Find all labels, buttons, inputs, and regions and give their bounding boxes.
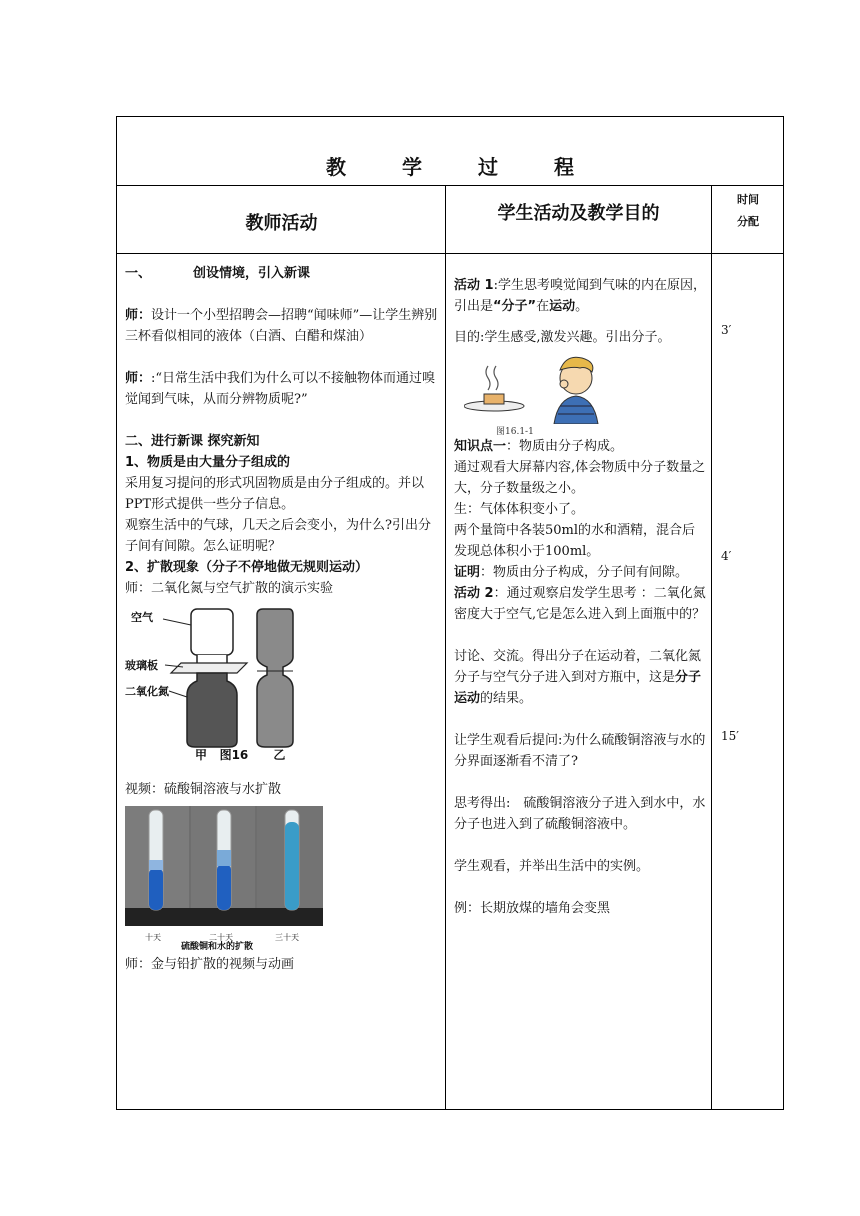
time-allocation: 15′ bbox=[721, 729, 739, 743]
diffusion-bottles-figure bbox=[125, 605, 295, 765]
time-allocation: 3′ bbox=[721, 323, 732, 337]
paragraph-text: 在 bbox=[536, 299, 550, 314]
student-paragraph: 目的:学生感受,激发兴趣。引出分子。 bbox=[454, 330, 671, 345]
section-number: 一、 bbox=[125, 266, 152, 281]
copper-sulfate-diffusion-figure bbox=[125, 806, 323, 952]
section-heading-2: 二、进行新课 探究新知 bbox=[125, 434, 260, 449]
label-30-days: 三十天 bbox=[275, 933, 299, 942]
smell-illustration-figure bbox=[464, 354, 614, 436]
caption-fig: 图16 bbox=[219, 748, 249, 762]
speaker-label: 师： bbox=[125, 308, 152, 323]
activity-label: 活动 2 bbox=[454, 586, 494, 601]
subsection-heading: 2、扩散现象（分子不停地做无规则运动） bbox=[125, 560, 369, 575]
student-paragraph bbox=[454, 562, 706, 583]
caption-b: 乙 bbox=[273, 748, 286, 762]
section-title: 创设情境，引入新课 bbox=[193, 266, 311, 281]
student-paragraph: 两个量筒中各装50ml的水和酒精，混合后发现总体积小于100ml。 bbox=[454, 523, 696, 559]
column-divider bbox=[445, 186, 446, 1109]
time-allocation: 4′ bbox=[721, 549, 732, 563]
section-heading-1 bbox=[125, 263, 441, 284]
divider bbox=[117, 185, 783, 186]
caption-a: 甲 bbox=[195, 748, 208, 762]
paragraph-text: ：物质由分子构成，分子间有间隙。 bbox=[480, 565, 689, 580]
student-paragraph: 例：长期放煤的墙角会变黑 bbox=[454, 901, 611, 916]
paragraph-text: :“日常生活中我们为什么可以不接触物体而通过嗅觉闻到气味，从而分辨物质呢?” bbox=[125, 371, 436, 407]
smell-illustration bbox=[464, 354, 614, 424]
column-divider bbox=[711, 186, 712, 1109]
title-char: 教 bbox=[326, 155, 346, 179]
keyword: “分子” bbox=[493, 299, 537, 314]
keyword: 运动 bbox=[549, 299, 576, 314]
subsection-heading: 1、物质是由大量分子组成的 bbox=[125, 455, 291, 470]
figure-caption: 硫酸铜和水的扩散 bbox=[181, 942, 254, 952]
teacher-paragraph: 观察生活中的气球，几天之后会变小，为什么?引出分子间有间隙。怎么证明呢？ bbox=[125, 518, 431, 554]
title-char: 学 bbox=[402, 155, 422, 179]
student-paragraph bbox=[454, 646, 706, 709]
teacher-paragraph: 师：金与铅扩散的视频与动画 bbox=[125, 957, 295, 972]
keyword: 分子运动 bbox=[454, 670, 702, 706]
figure-caption: 图16.1-1 bbox=[496, 427, 534, 437]
student-paragraph bbox=[454, 275, 706, 317]
student-paragraph: 学生观看，并举出生活中的实例。 bbox=[454, 859, 650, 874]
header-teacher-activity: 教师活动 bbox=[245, 213, 318, 234]
teacher-paragraph bbox=[125, 368, 441, 410]
label-no2: 二氧化氮 bbox=[125, 685, 169, 698]
label-10-days: 十天 bbox=[145, 933, 161, 942]
title-char: 过 bbox=[478, 155, 498, 179]
figure-caption bbox=[195, 745, 285, 766]
label-glass-plate: 玻璃板 bbox=[125, 659, 158, 672]
student-paragraph: 生：气体体积变小了。 bbox=[454, 502, 585, 517]
paragraph-text: 讨论、交流。得出分子在运动着，二氧化氮分子与空气分子进入到对方瓶中，这是 bbox=[454, 649, 702, 685]
teacher-paragraph: 视频：硫酸铜溶液与水扩散 bbox=[125, 782, 282, 797]
knowledge-label: 知识点一 bbox=[454, 439, 507, 454]
student-column bbox=[454, 275, 706, 919]
student-paragraph: 让学生观看后提问:为什么硫酸铜溶液与水的分界面逐渐看不清了? bbox=[454, 733, 706, 769]
student-paragraph: 通过观看大屏幕内容,体会物质中分子数量之大，分子数量级之小。 bbox=[454, 460, 706, 496]
header-time-line1: 时间 bbox=[737, 193, 759, 206]
student-paragraph: 思考得出: 硫酸铜溶液分子进入到水中，水分子也进入到了硫酸铜溶液中。 bbox=[454, 796, 706, 832]
page-title bbox=[117, 151, 783, 180]
header-student-activity: 学生活动及教学目的 bbox=[497, 203, 660, 224]
teacher-paragraph bbox=[125, 305, 441, 347]
divider bbox=[117, 253, 783, 254]
label-air: 空气 bbox=[131, 611, 153, 624]
activity-label: 活动 1 bbox=[454, 278, 494, 293]
paragraph-text: :学生思考嗅觉闻到气味的内在原因，引出是 bbox=[454, 278, 706, 314]
header-time bbox=[711, 189, 785, 233]
speaker-label: 师： bbox=[125, 371, 152, 386]
test-tubes-photo bbox=[125, 806, 323, 926]
teacher-paragraph: 采用复习提问的形式巩固物质是由分子组成的。并以PPT形式提供一些分子信息。 bbox=[125, 476, 425, 512]
student-paragraph bbox=[454, 436, 706, 457]
paragraph-text: ：通过观察启发学生思考 ：二氧化氮密度大于空气,它是怎么进入到上面瓶中的？ bbox=[454, 586, 706, 622]
paragraph-text: 的结果。 bbox=[480, 691, 533, 706]
header-time-line2: 分配 bbox=[737, 215, 759, 228]
label-20-days: 二十天 bbox=[209, 933, 233, 942]
proof-label: 证明 bbox=[454, 565, 481, 580]
paragraph-text: ：物质由分子构成。 bbox=[506, 439, 624, 454]
student-paragraph bbox=[454, 583, 706, 625]
title-char: 程 bbox=[554, 155, 574, 179]
paragraph-text: 设计一个小型招聘会—招聘“闻味师”—让学生辨别三杯看似相同的液体（白酒、白醋和煤油） bbox=[125, 308, 438, 344]
paragraph-text: 。 bbox=[575, 299, 589, 314]
lesson-table bbox=[116, 116, 784, 1110]
teacher-paragraph: 师：二氧化氮与空气扩散的演示实验 bbox=[125, 581, 334, 596]
teacher-column bbox=[125, 263, 441, 975]
